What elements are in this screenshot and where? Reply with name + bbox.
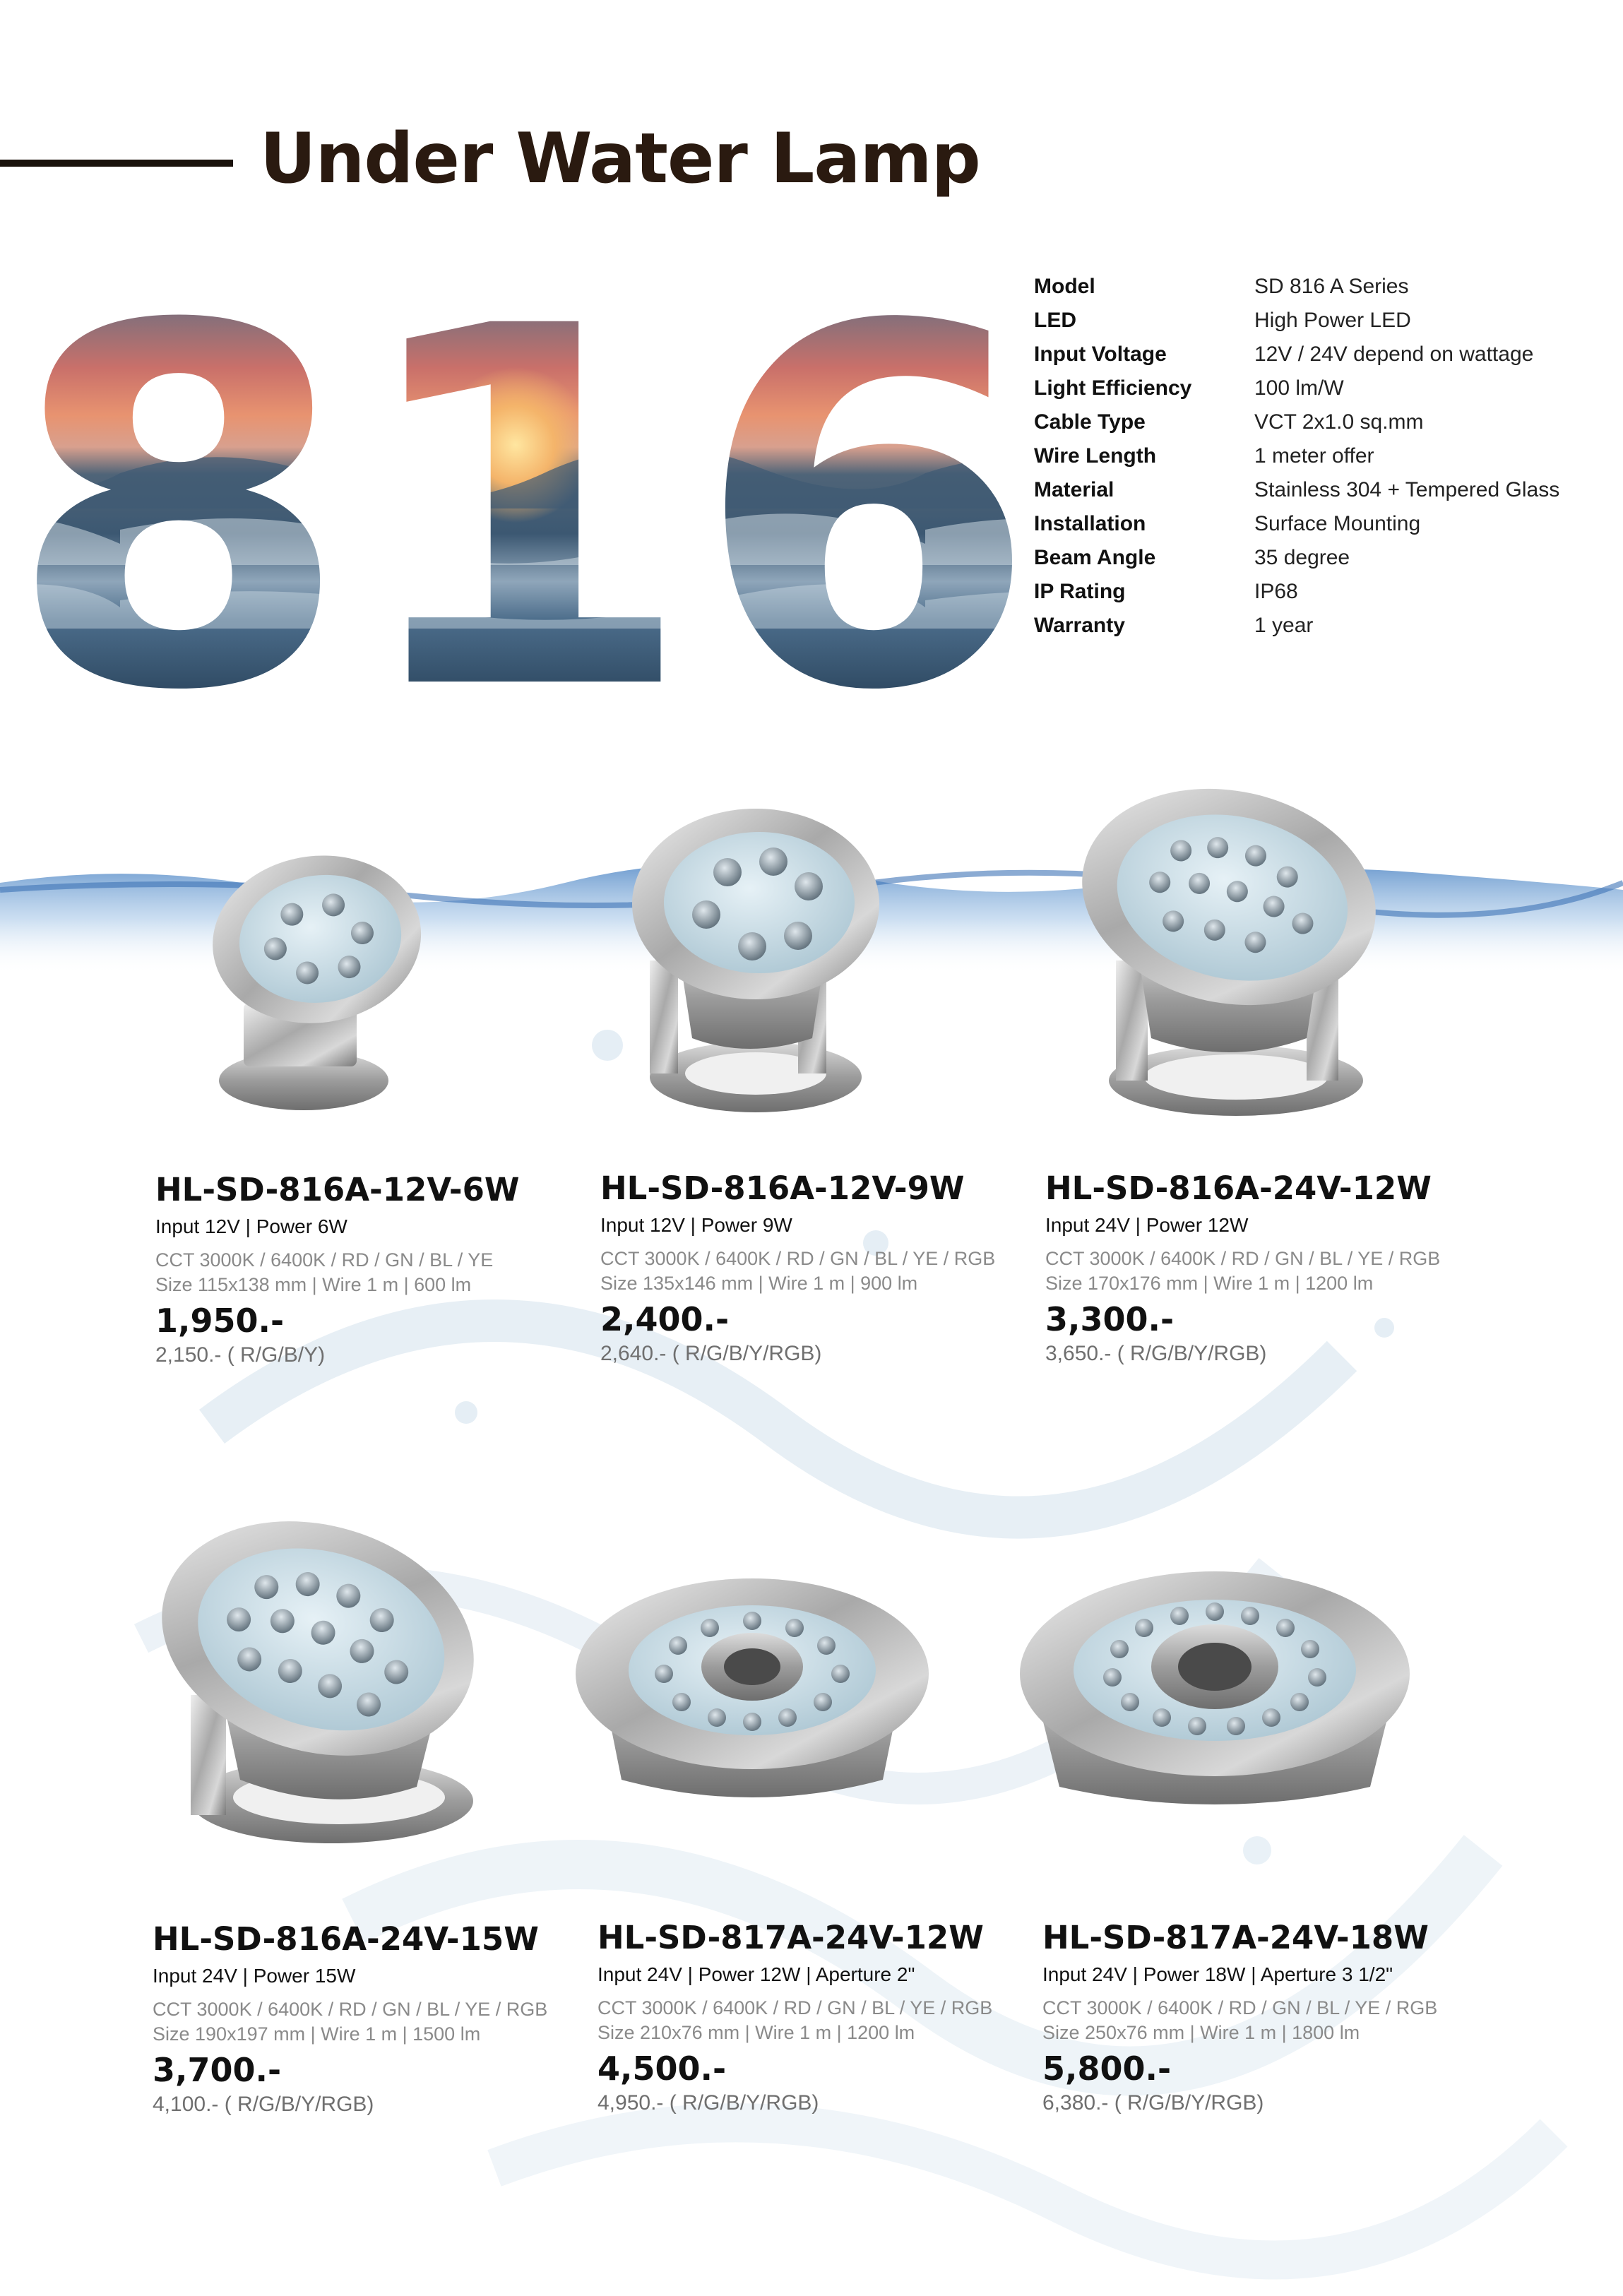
product-image-817a-18w <box>1017 1561 1413 1829</box>
product-alt-price: 4,950.- ( R/G/B/Y/RGB) <box>598 2091 819 2114</box>
spec-value: 100 lm/W <box>1254 376 1344 400</box>
product-input: Input 24V | Power 12W <box>1045 1214 1249 1236</box>
product-size: Size 250x76 mm | Wire 1 m | 1800 lm <box>1042 2022 1360 2043</box>
spec-value: 12V / 24V depend on wattage <box>1254 343 1534 366</box>
product-cct: CCT 3000K / 6400K / RD / GN / BL / YE / RGB <box>600 1248 996 1269</box>
spec-value: Stainless 304 + Tempered Glass <box>1254 478 1560 501</box>
product-price: 3,700.- <box>153 2051 282 2089</box>
product-image-816a-12w <box>1074 784 1384 1123</box>
product-image-816a-9w <box>622 805 890 1123</box>
spec-row-led <box>1034 304 1559 338</box>
product-name: HL-SD-817A-24V-12W <box>598 1919 984 1956</box>
spec-value: VCT 2x1.0 sq.mm <box>1254 410 1424 434</box>
product-price: 3,300.- <box>1045 1300 1175 1338</box>
product-name: HL-SD-816A-24V-12W <box>1045 1170 1432 1207</box>
product-cct: CCT 3000K / 6400K / RD / GN / BL / YE <box>155 1249 494 1271</box>
spec-row-warranty <box>1034 609 1559 643</box>
spec-label: Installation <box>1034 512 1146 535</box>
spec-label: LED <box>1034 309 1076 332</box>
spec-row-cable-type <box>1034 405 1559 439</box>
product-alt-price: 2,150.- ( R/G/B/Y) <box>155 1343 326 1367</box>
product-size: Size 170x176 mm | Wire 1 m | 1200 lm <box>1045 1273 1374 1294</box>
product-card <box>598 1917 1050 2117</box>
product-size: Size 135x146 mm | Wire 1 m | 900 lm <box>600 1273 918 1294</box>
product-name: HL-SD-816A-12V-9W <box>600 1170 965 1207</box>
product-card <box>1045 1167 1497 1368</box>
spec-value: Surface Mounting <box>1254 512 1421 535</box>
product-input: Input 12V | Power 9W <box>600 1214 792 1236</box>
product-image-817a-12w <box>572 1568 932 1822</box>
spec-row-model <box>1034 270 1559 304</box>
product-name: HL-SD-817A-24V-18W <box>1042 1919 1429 1956</box>
spec-value: IP68 <box>1254 580 1298 603</box>
product-image-816a-6w <box>205 840 431 1123</box>
product-cct: CCT 3000K / 6400K / RD / GN / BL / YE / RGB <box>1042 1997 1438 2018</box>
spec-value: 1 year <box>1254 614 1314 637</box>
product-size: Size 210x76 mm | Wire 1 m | 1200 lm <box>598 2022 915 2043</box>
product-price: 4,500.- <box>598 2050 727 2088</box>
product-cct: CCT 3000K / 6400K / RD / GN / BL / YE / RGB <box>1045 1248 1441 1269</box>
spec-label: Warranty <box>1034 614 1125 637</box>
product-alt-price: 2,640.- ( R/G/B/Y/RGB) <box>600 1342 822 1365</box>
product-input: Input 24V | Power 12W | Aperture 2" <box>598 1963 915 1985</box>
spec-label: Wire Length <box>1034 444 1157 468</box>
product-name: HL-SD-816A-12V-6W <box>155 1171 520 1208</box>
product-card <box>155 1169 607 1369</box>
product-input: Input 24V | Power 18W | Aperture 3 1/2" <box>1042 1963 1393 1985</box>
spec-table <box>1034 270 1559 643</box>
hero-number: 816 <box>6 223 1039 799</box>
page-title: Under Water Lamp <box>260 119 980 199</box>
product-price: 1,950.- <box>155 1302 285 1340</box>
product-alt-price: 3,650.- ( R/G/B/Y/RGB) <box>1045 1342 1267 1365</box>
spec-row-wire-length <box>1034 439 1559 473</box>
product-image-816a-15w <box>155 1518 487 1857</box>
spec-label: Light Efficiency <box>1034 376 1192 400</box>
product-alt-price: 6,380.- ( R/G/B/Y/RGB) <box>1042 2091 1264 2114</box>
product-input: Input 24V | Power 15W <box>153 1965 356 1987</box>
product-card <box>153 1918 605 2119</box>
spec-label: Cable Type <box>1034 410 1146 434</box>
spec-row-installation <box>1034 507 1559 541</box>
spec-value: 35 degree <box>1254 546 1350 569</box>
product-alt-price: 4,100.- ( R/G/B/Y/RGB) <box>153 2093 374 2116</box>
product-size: Size 190x197 mm | Wire 1 m | 1500 lm <box>153 2023 481 2045</box>
spec-label: Beam Angle <box>1034 546 1156 569</box>
spec-label: Model <box>1034 275 1095 298</box>
spec-row-beam-angle <box>1034 541 1559 575</box>
spec-row-ip-rating <box>1034 575 1559 609</box>
product-card <box>1042 1917 1494 2117</box>
spec-row-material <box>1034 473 1559 507</box>
product-price: 5,800.- <box>1042 2050 1172 2088</box>
spec-value: High Power LED <box>1254 309 1411 332</box>
product-card <box>600 1167 1052 1368</box>
title-rule <box>0 160 233 167</box>
product-input: Input 12V | Power 6W <box>155 1215 347 1237</box>
product-cct: CCT 3000K / 6400K / RD / GN / BL / YE / RGB <box>598 1997 993 2018</box>
product-name: HL-SD-816A-24V-15W <box>153 1920 539 1958</box>
spec-row-light-efficiency <box>1034 371 1559 405</box>
spec-label: IP Rating <box>1034 580 1126 603</box>
spec-label: Material <box>1034 478 1114 501</box>
hero-number-graphic <box>6 223 1039 799</box>
spec-value: SD 816 A Series <box>1254 275 1409 298</box>
spec-row-input-voltage <box>1034 338 1559 371</box>
product-size: Size 115x138 mm | Wire 1 m | 600 lm <box>155 1274 472 1295</box>
product-price: 2,400.- <box>600 1300 730 1338</box>
spec-value: 1 meter offer <box>1254 444 1374 468</box>
product-cct: CCT 3000K / 6400K / RD / GN / BL / YE / RGB <box>153 1999 548 2020</box>
spec-label: Input Voltage <box>1034 343 1167 366</box>
